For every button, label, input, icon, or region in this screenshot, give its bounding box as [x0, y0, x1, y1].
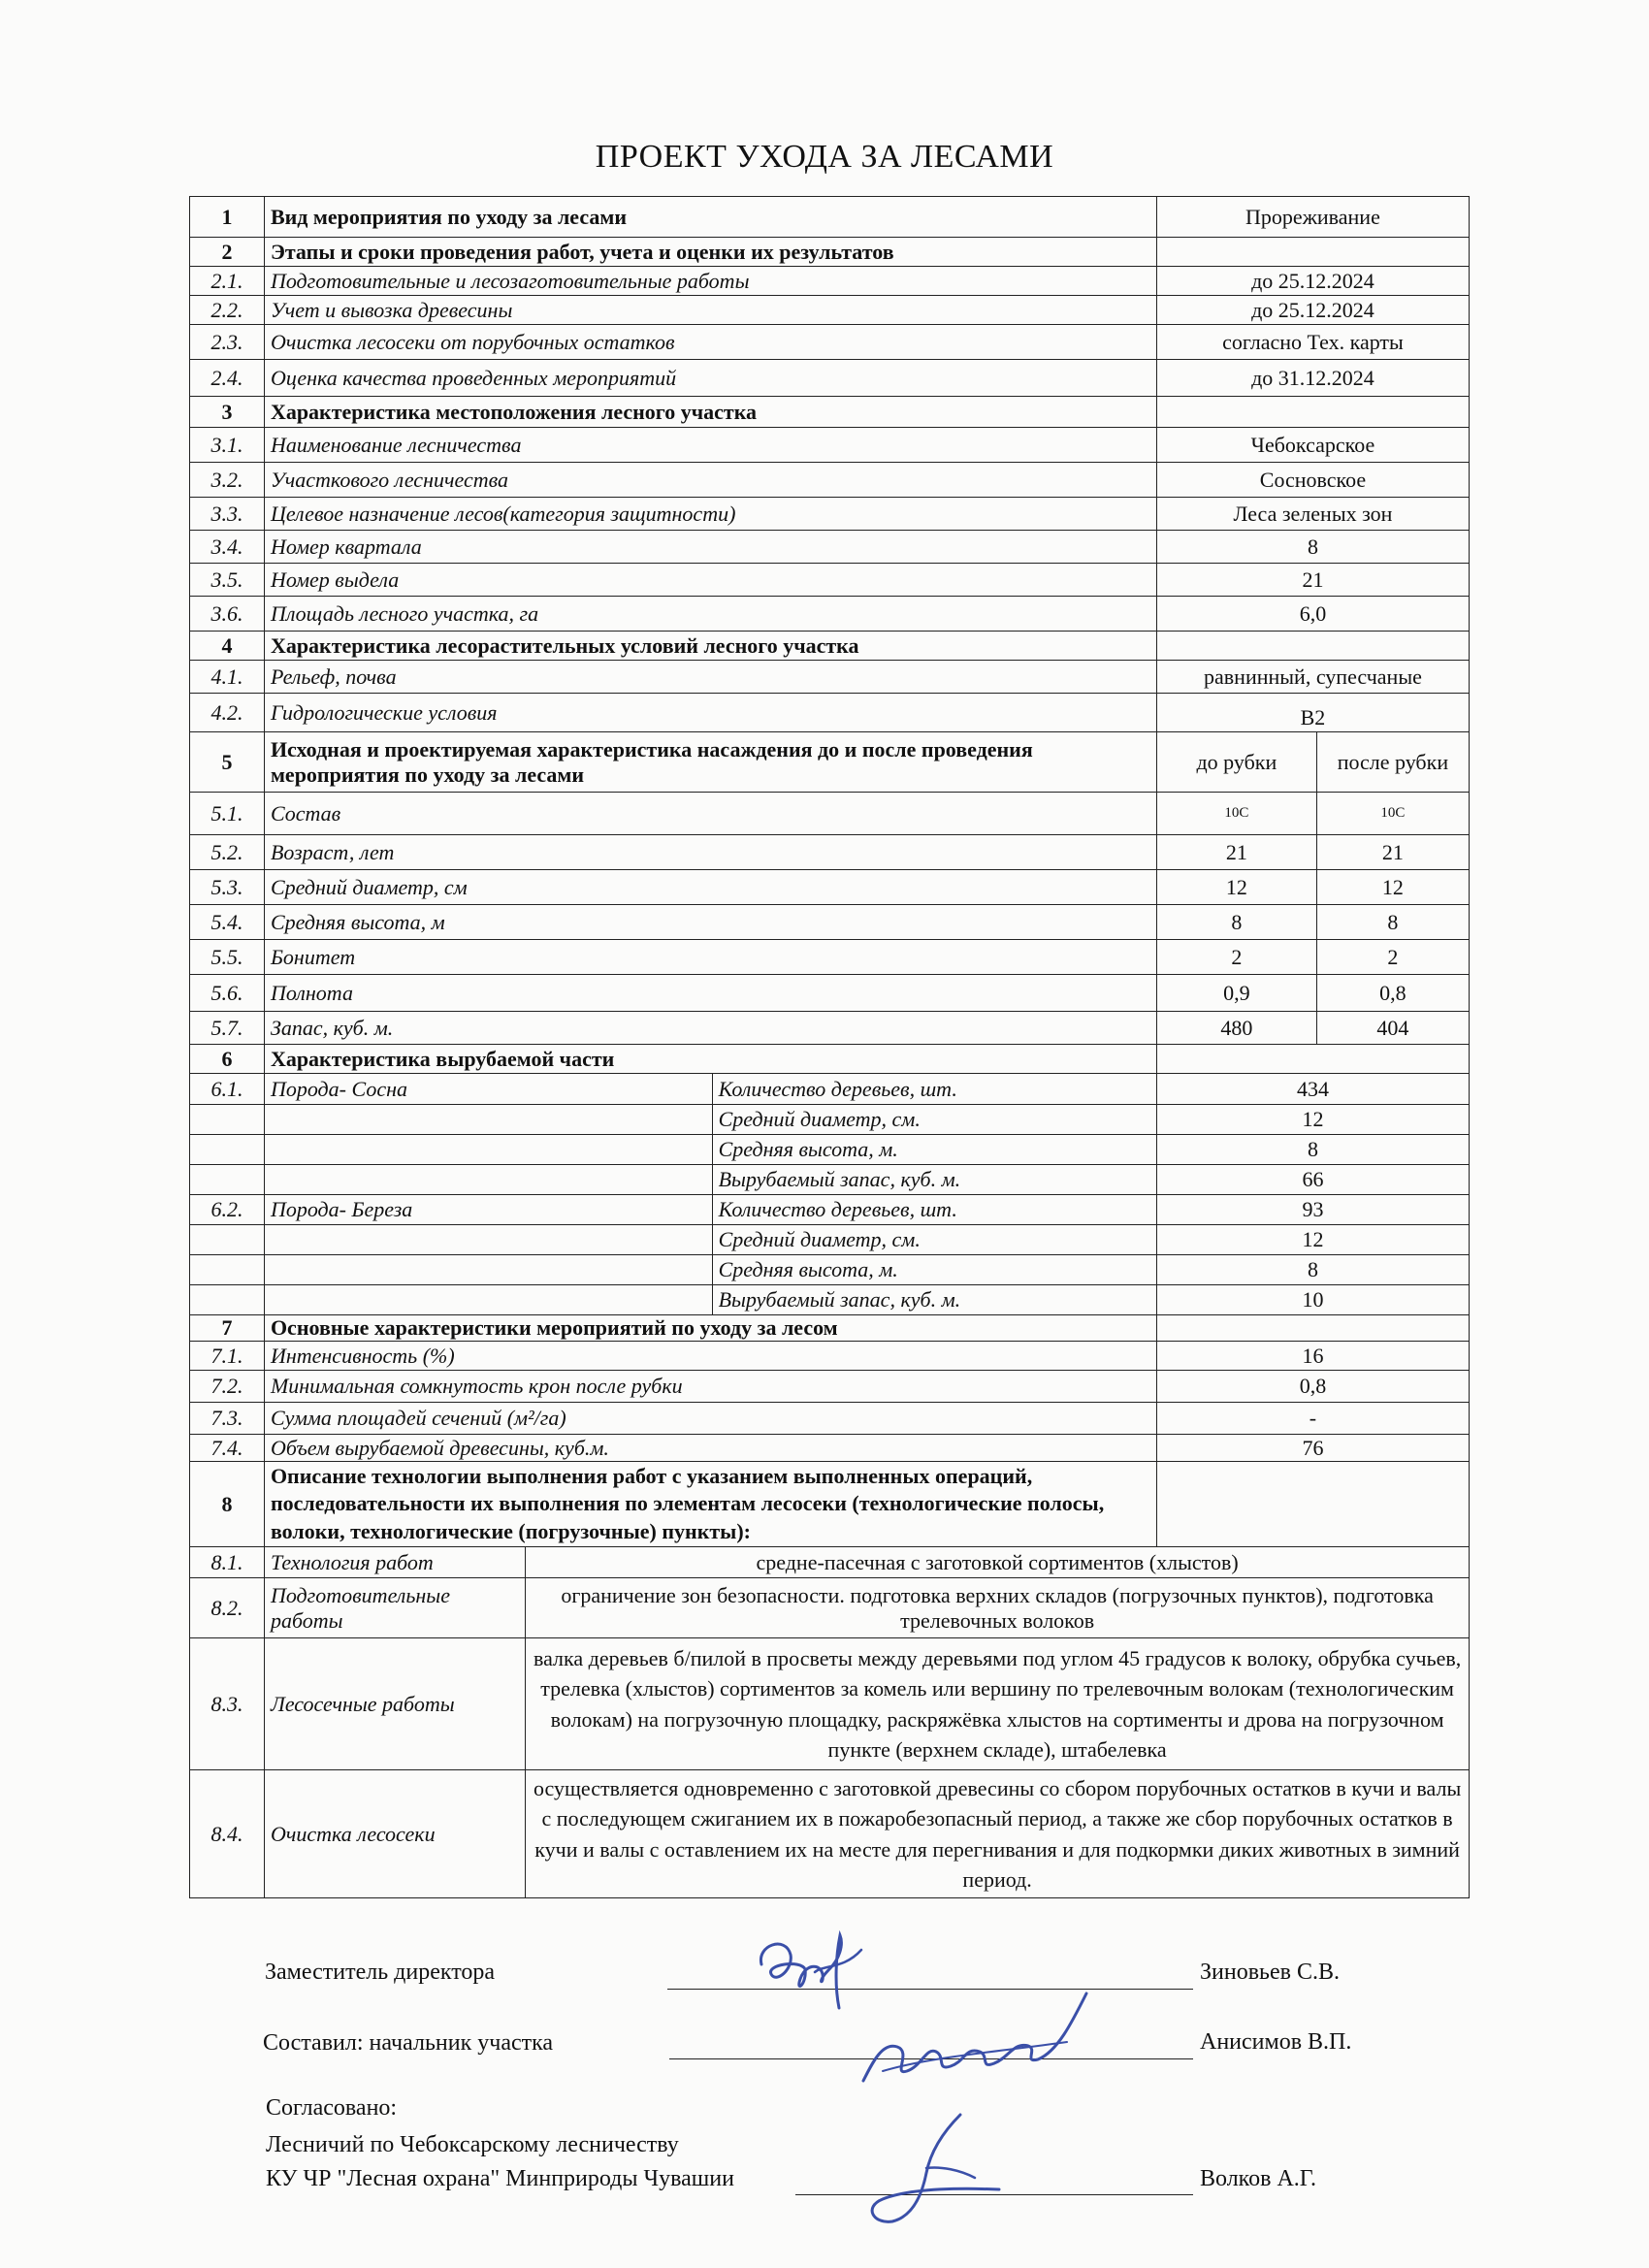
table-row: 7.4. Объем вырубаемой древесины, куб.м. 76 — [190, 1435, 1470, 1462]
table-row: 3.2. Участкового лесничества Сосновское — [190, 463, 1470, 498]
table-row: 8.3. Лесосечные работы валка деревьев б/пилой в просветы между деревьями под углом 45 градусов к волоку, обрубка сучьев, трелевка (хлыстов) сортиментов за комель или вершину по трелевочным волокам (технологическим волокам) на погрузочную площадку, раскряжёвка хлыстов на сортименты и дрова на погрузочном пункте (верхнем складе), штабелевка — [190, 1638, 1470, 1770]
table-row: Средняя высота, м. 8 — [190, 1255, 1470, 1285]
table-row: 5.6. Полнота 0,9 0,8 — [190, 975, 1470, 1012]
table-row: 3.6. Площадь лесного участка, га 6,0 — [190, 597, 1470, 632]
table-row: Средняя высота, м. 8 — [190, 1135, 1470, 1165]
table-row: 7.3. Сумма площадей сечений (м²/га) - — [190, 1403, 1470, 1435]
forester-title-line1: Лесничий по Чебоксарскому лесничеству — [266, 2132, 679, 2157]
section-8-header: 8 Описание технологии выполнения работ с указанием выполненных операций, последовательности их выполнения по элементам лесосеки (технологические полосы, волоки, технологические (погрузочные) пункты): — [190, 1462, 1470, 1547]
deputy-director-name: Зиновьев С.В. — [1200, 1960, 1340, 1985]
table-row: 4.1. Рельеф, почва равнинный, супесчаные — [190, 661, 1470, 694]
forester-title-line2: КУ ЧР "Лесная охрана" Минприроды Чувашии — [266, 2166, 734, 2191]
forest-care-project-table — [189, 196, 1470, 1898]
compiled-by-label: Составил: начальник участка — [263, 2030, 554, 2056]
table-row: 7.2. Минимальная сомкнутость крон после рубки 0,8 — [190, 1371, 1470, 1403]
forester-signature — [854, 2110, 1028, 2236]
compiled-by-signature — [844, 1974, 1096, 2100]
table-row: 3.1. Наименование лесничества Чебоксарское — [190, 428, 1470, 463]
table-row: 8.2. Подготовительные работы ограничение зон безопасности. подготовка верхних складов (погрузочных пунктов), подготовка трелевочных волоков — [190, 1578, 1470, 1638]
section-4-header: 4 Характеристика лесорастительных условий лесного участка — [190, 632, 1470, 661]
table-row: Средний диаметр, см. 12 — [190, 1105, 1470, 1135]
table-row: 4.2. Гидрологические условия В2 — [190, 694, 1470, 732]
table-row: 5.2. Возраст, лет 21 21 — [190, 835, 1470, 870]
document-title: ПРОЕКТ УХОДА ЗА ЛЕСАМИ — [595, 139, 1054, 175]
section-5-header: 5 Исходная и проектируемая характеристика насаждения до и после проведения мероприятия по уходу за лесами до рубки после рубки — [190, 732, 1470, 793]
table-row: 2.2. Учет и вывозка древесины до 25.12.2024 — [190, 296, 1470, 325]
table-row: Вырубаемый запас, куб. м. 10 — [190, 1285, 1470, 1315]
table-row: 5.1. Состав 10С 10С — [190, 793, 1470, 835]
table-row: 2.4. Оценка качества проведенных мероприятий до 31.12.2024 — [190, 360, 1470, 397]
section-3-header: 3 Характеристика местоположения лесного участка — [190, 397, 1470, 428]
table-row: 5.3. Средний диаметр, см 12 12 — [190, 870, 1470, 905]
table-row: 6.1. Порода- Сосна Количество деревьев, шт. 434 — [190, 1074, 1470, 1105]
deputy-director-label: Заместитель директора — [265, 1960, 496, 1985]
forester-name: Волков А.Г. — [1200, 2166, 1316, 2191]
table-row: 5.5. Бонитет 2 2 — [190, 940, 1470, 975]
table-row: 2.3. Очистка лесосеки от порубочных остатков согласно Тех. карты — [190, 325, 1470, 360]
table-row: 2.1. Подготовительные и лесозаготовительные работы до 25.12.2024 — [190, 267, 1470, 296]
compiled-by-name: Анисимов В.П. — [1200, 2029, 1352, 2055]
section-1-row: 1 Вид мероприятия по уходу за лесами Прореживание — [190, 197, 1470, 238]
table-row: 6.2. Порода- Береза Количество деревьев, шт. 93 — [190, 1195, 1470, 1225]
table-row: Средний диаметр, см. 12 — [190, 1225, 1470, 1255]
section-6-header: 6 Характеристика вырубаемой части — [190, 1045, 1470, 1074]
table-row: 8.4. Очистка лесосеки осуществляется одновременно с заготовкой древесины со сбором порубочных остатков в кучи и валы с последующем сжиганием их в пожаробезопасный период, а также же сбор порубочных остатков в кучи и валы с оставлением их на месте для перегнивания и для подкормки диких животных в зимний период. — [190, 1770, 1470, 1898]
section-7-header: 7 Основные характеристики мероприятий по уходу за лесом — [190, 1315, 1470, 1342]
table-row: 3.3. Целевое назначение лесов(категория защитности) Леса зеленых зон — [190, 498, 1470, 531]
section-2-header: 2 Этапы и сроки проведения работ, учета и оценки их результатов — [190, 238, 1470, 267]
table-row: Вырубаемый запас, куб. м. 66 — [190, 1165, 1470, 1195]
table-row: 8.1. Технология работ средне-пасечная с заготовкой сортиментов (хлыстов) — [190, 1547, 1470, 1578]
table-row: 7.1. Интенсивность (%) 16 — [190, 1342, 1470, 1371]
agreed-label: Согласовано: — [266, 2095, 398, 2121]
table-row: 3.4. Номер квартала 8 — [190, 531, 1470, 564]
table-row: 3.5. Номер выдела 21 — [190, 564, 1470, 597]
table-row: 5.7. Запас, куб. м. 480 404 — [190, 1012, 1470, 1045]
table-row: 5.4. Средняя высота, м 8 8 — [190, 905, 1470, 940]
